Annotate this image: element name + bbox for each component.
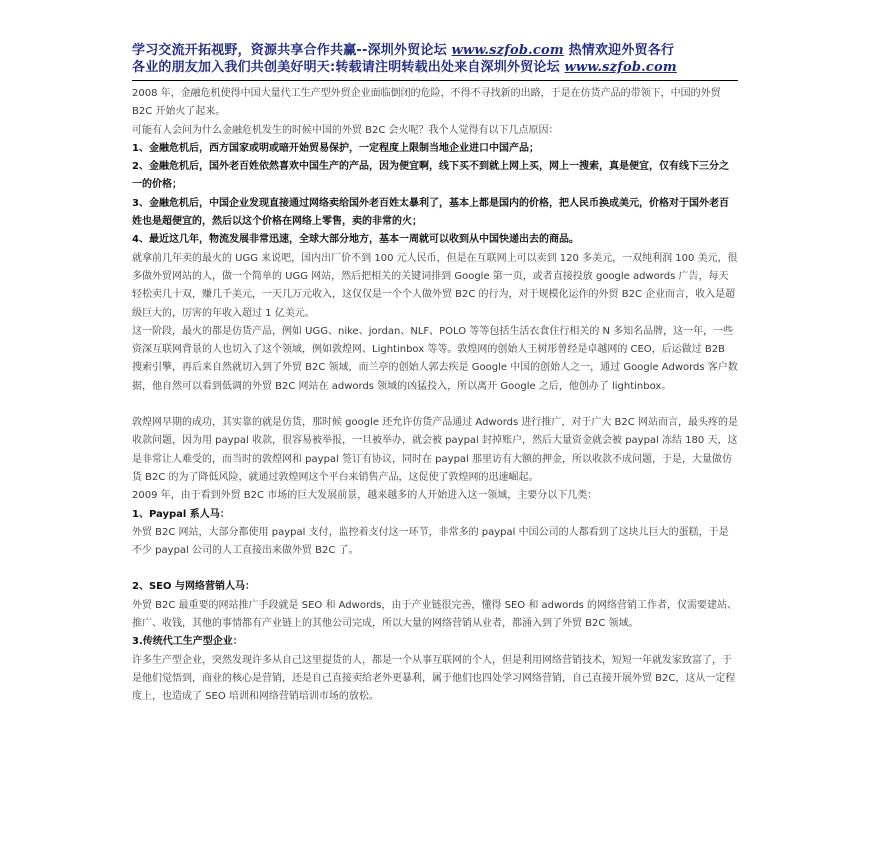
body-paragraph: 2008 年，金融危机使得中国大量代工生产型外贸企业面临倒闭的危险，不得不寻找新的出路，于是在仿货产品的带领下，中国的外贸 B2C 开始火了起来。 (132, 88, 721, 118)
header-divider (132, 80, 738, 81)
heading-paragraph: 1、Paypal 系人马： (132, 508, 230, 520)
heading-paragraph: 2、金融危机后，国外老百姓依然喜欢中国生产的产品，因为便宜啊，线下买不到就上网上买，网上一搜索，真是便宜，仅有线下三分之一的价格； (132, 161, 729, 191)
heading-paragraph: 1、金融危机后，西方国家或明或暗开始贸易保护，一定程度上限制当地企业进口中国产品； (132, 142, 539, 154)
forum-header (132, 42, 744, 76)
body-paragraph: 敦煌网早期的成功，其实靠的就是仿货，那时候 google 还允许仿货产品通过 Adwords 进行推广，对于广大 B2C 网站而言，最头疼的是收款问题，因为用 paypal 收款，很容易被举报，一旦被举办，就会被 paypal 封掉账户，然后大量资金就会被 paypal 冻结 180 天，这是非常让人难受的，而当时的敦煌网和 paypal 签订有协议，同时在 paypal 那里访有大额的押金，所以收款不成问题，于是，大量做仿货 B2C 的为了降低风险，就通过敦煌网这个平台来销售产品，这促使了敦煌网的迅速崛起。 (132, 417, 738, 483)
body-paragraph: 2009 年，由于看到外贸 B2C 市场的巨大发展前景，越来越多的人开始进入这一领域，主要分以下几类： (132, 490, 598, 502)
header-line-1-text: 学习交流开拓视野，资源共享合作共赢--深圳外贸论坛 (132, 43, 452, 58)
body-paragraph: 许多生产型企业，突然发现许多从自己这里提货的人，都是一个从事互联网的个人，但是利用网络营销技术，短短一年就发家致富了，于是他们觉悟到，商业的核心是营销，还是自己直接卖给老外更暴利，属于他们也四处学习网络营销，自己直接开展外贸 B2C，这从一定程度上，也造成了 SEO 培训和网络营销培训市场的放松。 (132, 654, 736, 703)
heading-paragraph: 2、SEO 与网络营销人马： (132, 581, 255, 593)
article-body (132, 85, 738, 707)
heading-paragraph: 3.传统代工生产型企业： (132, 636, 243, 648)
header-line-2 (132, 59, 744, 76)
body-paragraph: 可能有人会问为什么金融危机发生的时候中国的外贸 B2C 会火呢？我个人觉得有以下几点原因： (132, 124, 559, 136)
paragraph-gap (132, 396, 738, 414)
body-paragraph: 就拿前几年卖的最火的 UGG 来说吧，国内出厂价不到 100 元人民币，但是在互联网上可以卖到 120 多美元，一双纯利润 100 美元，很多做外贸网站的人，做一个简单的 UGG 网站，然后把相关的关键词排到 Google 第一页，或者直接投放 google adwords 广告，每天轻松卖几十双，赚几千美元，一天几万元收入，这仅仅是一个个人做外贸 B2C 的行为，对于规模化运作的外贸 B2C 企业而言，收入是超级巨大的，厉害的年收入超过 1 亿美元。 (132, 252, 738, 319)
paragraph-gap (132, 560, 738, 578)
body-paragraph: 外贸 B2C 最重要的网站推广手段就是 SEO 和 Adwords，由于产业链很完善，懂得 SEO 和 adwords 的网络营销工作者，仅需要建站、推广、收钱，其他的事情都有产业链上的其他公司完成，所以大量的网络营销从业者，都涌入到了外贸 B2C 领域。 (132, 599, 737, 630)
forum-link[interactable]: www.szfob.com (451, 43, 564, 58)
header-line-2-text: 各业的朋友加入我们共创美好明天:转载请注明转载出处来自深圳外贸论坛 (132, 60, 565, 75)
header-line-1 (132, 42, 744, 59)
header-line-1-tail: 热情欢迎外贸各行 (563, 43, 675, 58)
forum-link[interactable]: www.szfob.com (564, 60, 677, 75)
heading-paragraph: 4、最近这几年，物流发展非常迅速，全球大部分地方，基本一周就可以收到从中国快递出去的商品。 (132, 234, 579, 246)
body-paragraph: 外贸 B2C 网站，大部分都使用 paypal 支付，监控着支付这一环节，非常多的 paypal 中国公司的人都看到了这块儿巨大的蛋糕，于是不少 paypal 公司的人工直接出来做外贸 B2C 了。 (132, 526, 729, 557)
heading-paragraph: 3、金融危机后，中国企业发现直接通过网络卖给国外老百姓太暴利了，基本上都是国内的价格，把人民币换成美元，价格对于国外老百姓也是超便宜的，然后以这个价格在网络上零售，卖的非常的火； (132, 197, 729, 228)
body-paragraph: 这一阶段，最火的都是仿货产品，例如 UGG、nike、jordan、NLF、POLO 等等包括生活衣食住行相关的 N 多知名品牌，这一年，一些资深互联网背景的人也切入了这个领域，例如敦煌网、Lightinbox 等等。敦煌网的创始人王树彤曾经是卓越网的 CEO，后运做过 B2B 搜索引擎，再后来自然就切入到了外贸 B2C 领域，而兰亭的创始人郭去疾是 Google 中国的创始人之一，通过 Google Adwords 客户数据，他自然可以看到低调的外贸 B2C 网站在 adwords 领域的凶猛投入，所以离开 Google 之后，他创办了 lightinbox。 (132, 325, 738, 392)
